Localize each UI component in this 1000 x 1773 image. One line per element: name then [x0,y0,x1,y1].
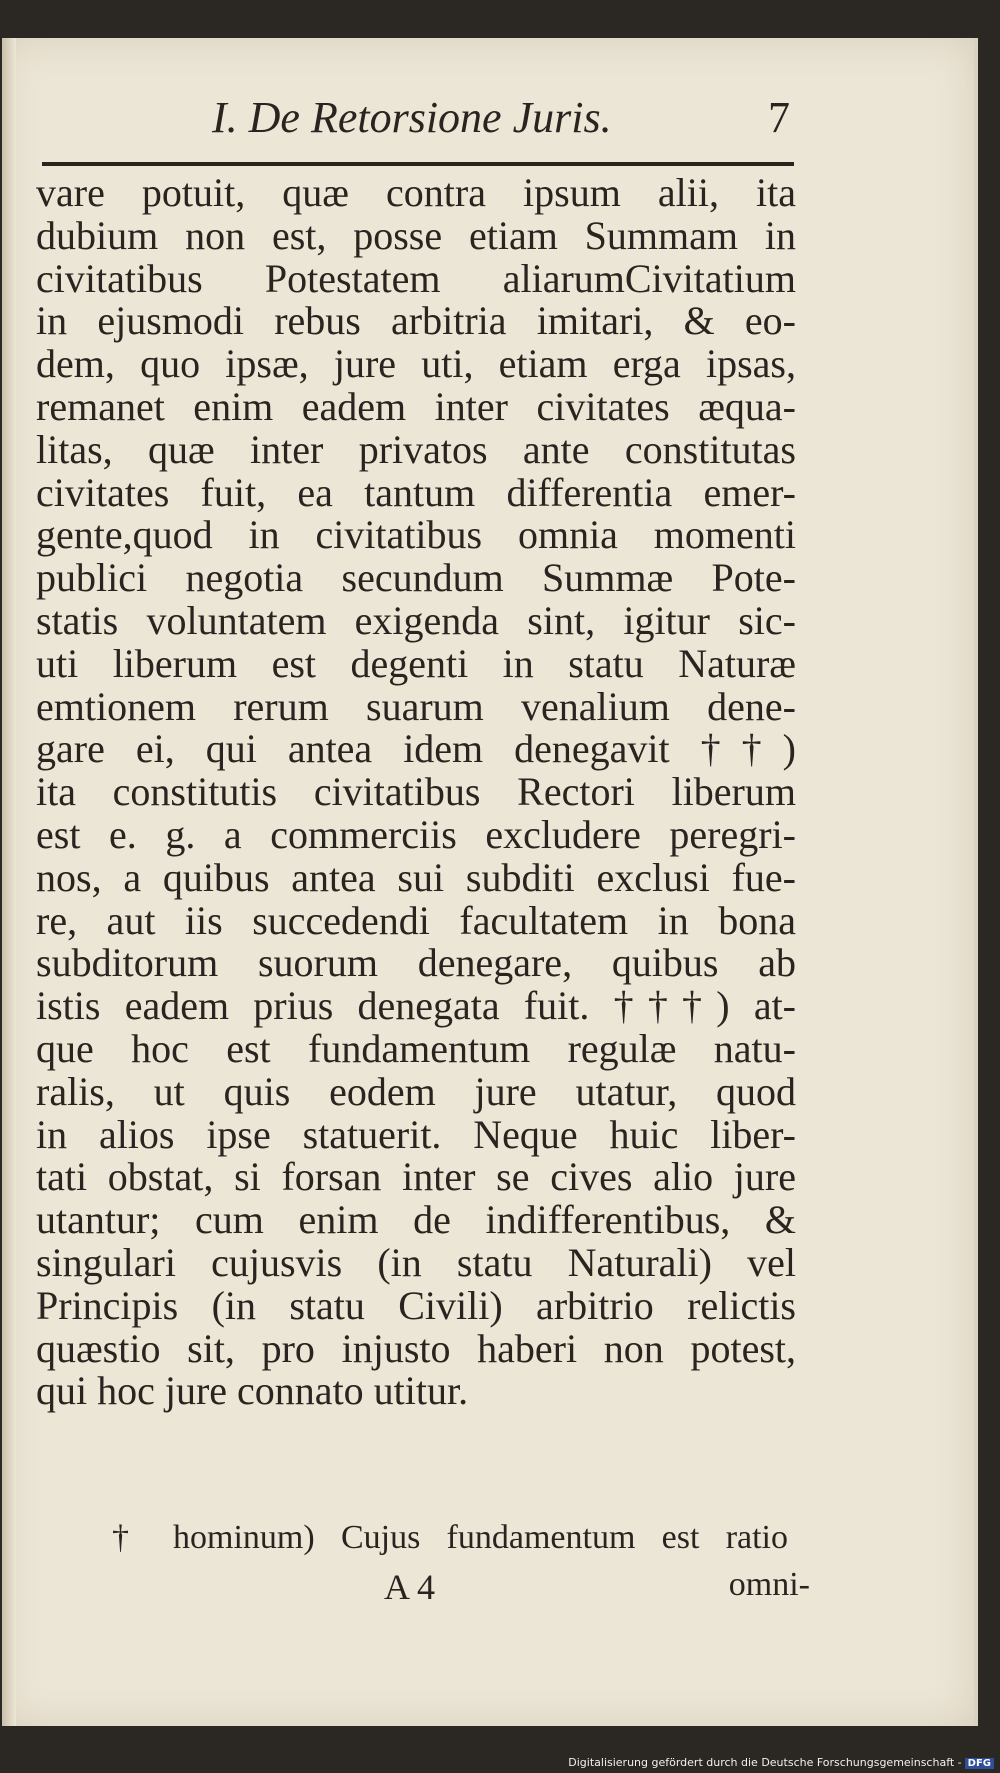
text-line: utantur; cum enim de indifferentibus, & [36,1197,796,1243]
text-line: gente,quod in civitatibus omnia momenti [36,512,796,558]
text-line: istis eadem prius denegata fuit. †††) at- [36,983,796,1029]
text-line: uti liberum est degenti in statu Naturæ [36,640,796,686]
header-rule [42,162,794,166]
text-line: nos, a quibus antea sui subditi exclusi fue- [36,854,796,900]
running-title: I. De Retorsione Juris. [212,93,612,142]
dfg-logo: DFG [965,1758,994,1769]
text-line: remanet enim eadem inter civitates æqua- [36,383,796,429]
text-line: tati obstat, si forsan inter se cives alio jure [36,1154,796,1200]
text-line: civitatibus Potestatem aliarumCivitatium [36,255,796,301]
body-text [36,172,796,1413]
text-line: statis voluntatem exigenda sint, igitur sic- [36,597,796,643]
footnote: † hominum) Cujus fundamentum est ratio [112,1519,788,1556]
text-line: que hoc est fundamentum regulæ natu- [36,1025,796,1071]
text-line: in alios ipse statuerit. Neque huic liber- [36,1111,796,1157]
text-line: publici negotia secundum Summæ Pote- [36,555,796,601]
text-line: civitates fuit, ea tantum differentia emer- [36,469,796,515]
text-line: emtionem rerum suarum venalium dene- [36,683,796,729]
text-line: ita constitutis civitatibus Rectori liberum [36,769,796,815]
page-gutter-shadow [2,38,16,1726]
text-line: re, aut iis succedendi facultatem in bona [36,897,796,943]
text-line: litas, quæ inter privatos ante constitutas [36,426,796,472]
text-line: in ejusmodi rebus arbitria imitari, & eo- [36,298,796,344]
text-line: subditorum suorum denegare, quibus ab [36,940,796,986]
catchword: omni- [728,1566,810,1603]
text-line: quæstio sit, pro injusto haberi non potest, [36,1325,796,1371]
text-line: vare potuit, quæ contra ipsum alii, ita [36,170,796,215]
text-line: dem, quo ipsæ, jure uti, etiam erga ipsas, [36,341,796,387]
credit-text: Digitalisierung gefördert durch die Deutsche Forschungsgemeinschaft - [568,1756,962,1769]
text-line: dubium non est, posse etiam Summam in [36,212,796,258]
text-line: gare ei, qui antea idem denegavit ††) [36,726,796,772]
text-line: est e. g. a commerciis excludere peregri- [36,811,796,857]
digitization-credit [568,1756,994,1769]
running-header [42,78,794,148]
signature-mark: A 4 [384,1567,436,1607]
text-line: qui hoc jure connato utitur. [36,1368,469,1414]
text-line: ralis, ut quis eodem jure utatur, quod [36,1068,796,1114]
text-line: singulari cujusvis (in statu Naturali) vel [36,1239,796,1285]
page-number: 7 [768,93,790,142]
text-line: Principis (in statu Civili) arbitrio relictis [36,1282,796,1328]
